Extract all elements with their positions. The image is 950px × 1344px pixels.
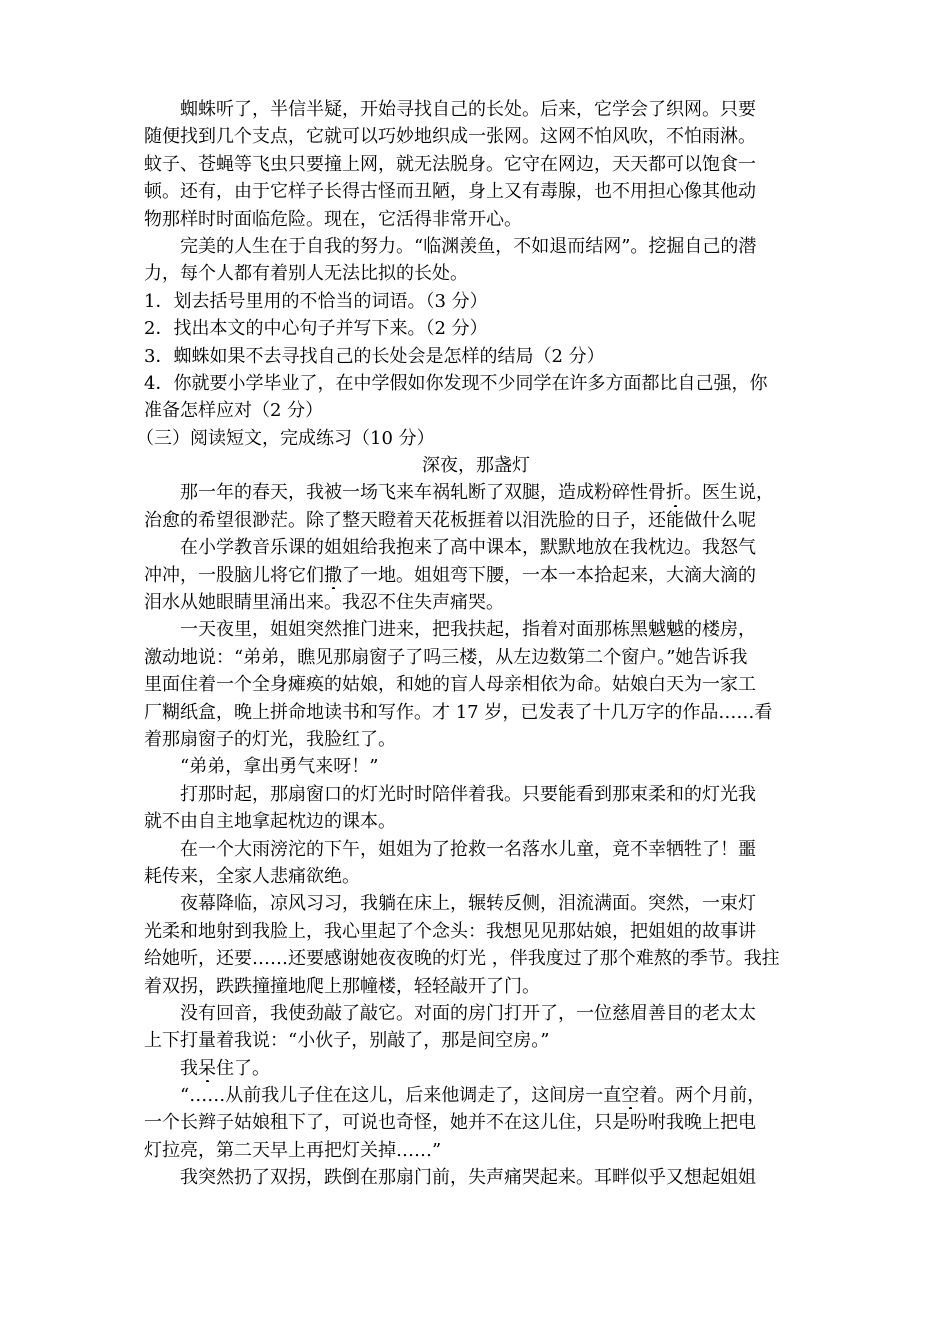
- text-line: 打那时起，那扇窗口的灯光时时陪伴着我。只要能看到那束柔和的灯光我: [180, 783, 756, 805]
- text-run: 那一年的春天，我被一场飞来车祸轧断了双腿，造成粉碎性骨: [180, 482, 666, 504]
- text-line: 泪水从她眼睛里涌出来。我忍不住失声痛哭。: [144, 592, 504, 614]
- text-line: 治愈的希望很渺茫。除了整天瞪着天花板捱着以泪洗脸的日子，还能做什么呢: [144, 509, 756, 531]
- text-line: 就不由自主地拿起枕边的课本。: [144, 811, 396, 833]
- text-line: 一天夜里，姐姐突然推门进来，把我扶起，指着对面那栋黑魆魆的楼房，: [180, 619, 756, 641]
- document-page: [136, 96, 808, 1192]
- text-line: 灯拉亮，第二天早上再把灯关掉……”: [144, 1139, 442, 1161]
- text-line: 顿。还有，由于它样子长得古怪而丑陋，身上又有毒腺，也不用担心像其他动: [144, 181, 756, 203]
- question-item: 4．你就要小学毕业了，在中学假如你发现不少同学在许多方面都比自己强，你: [144, 372, 768, 394]
- text-run: 了一地。姐姐弯下腰，一本一本拾起来，大滴大滴的: [342, 564, 756, 586]
- text-line: 物那样时时面临危险。现在，它活得非常开心。: [144, 208, 522, 230]
- text-line: [144, 562, 808, 589]
- text-line: 在一个大雨滂沱的下午，姐姐为了抢救一名落水儿童，竟不幸牺牲了！噩: [180, 838, 756, 860]
- question-item: 3．蜘蛛如果不去寻找自己的长处会是怎样的结局（2 分）: [144, 345, 605, 367]
- spider-passage: [144, 96, 808, 233]
- emphasis-char: 空: [621, 1082, 639, 1109]
- text-line: 在小学教音乐课的姐姐给我抱来了高中课本，默默地放在我枕边。我怒气: [180, 537, 756, 559]
- text-line: 给她听，还要……还要感谢她夜夜晚的灯光 ，伴我度过了那个难熬的季节。我拄: [144, 948, 780, 970]
- text-line: [144, 1055, 808, 1082]
- text-line: “弟弟，拿出勇气来呀！”: [180, 756, 379, 778]
- text-line: 我突然扔了双拐，跌倒在那扇门前，失声痛哭起来。耳畔似乎又想起姐姐: [180, 1167, 756, 1189]
- section-heading: （三）阅读短文，完成练习（10 分）: [136, 427, 435, 449]
- text-line: 着那扇窗子的灯光，我脸红了。: [144, 728, 396, 750]
- emphasis-char: 呆: [198, 1055, 216, 1082]
- text-line: 着双拐，跌跌撞撞地爬上那幢楼，轻轻敲开了门。: [144, 975, 540, 997]
- text-run: 。医生说，: [684, 482, 774, 504]
- moral-paragraph: [144, 233, 808, 288]
- text-line: 耗传来，全家人悲痛欲绝。: [144, 865, 360, 887]
- text-line: 蚊子、苍蝇等飞虫只要撞上网，就无法脱身。它守在网边，天天都可以饱食一: [144, 153, 756, 175]
- text-line: 一个长辫子姑娘租下了，可说也奇怪，她并不在这儿住，只是吩咐我晚上把电: [144, 1112, 756, 1134]
- text-line: 没有回音，我使劲敲了敲它。对面的房门打开了，一位慈眉善目的老太太: [180, 1002, 756, 1024]
- emphasis-char: 折: [666, 479, 684, 506]
- text-run: “……从前我儿子住在这儿，后来他调走了，这间房一直: [180, 1085, 622, 1107]
- question-item: 2．找出本文的中心句子并写下来。（2 分）: [144, 318, 488, 340]
- text-line: 激动地说：“弟弟，瞧见那扇窗子了吗三楼，从左边数第二个窗户。”她告诉我: [144, 646, 748, 668]
- text-line: 夜幕降临，凉风习习，我躺在床上，辗转反侧，泪流满面。突然，一束灯: [180, 893, 756, 915]
- text-line: [144, 1082, 808, 1109]
- question-item: 1．划去括号里用的不恰当的词语。（3 分）: [144, 290, 488, 312]
- text-run: 住了。: [216, 1057, 270, 1079]
- question-list: [144, 288, 808, 425]
- text-line: [144, 479, 808, 506]
- text-line: 厂糊纸盒，晚上拼命地读书和写作。才 17 岁，已发表了十几万字的作品……看: [144, 701, 773, 723]
- text-line: 随便找到几个支点，它就可以巧妙地织成一张网。这网不怕风吹，不怕雨淋。: [144, 126, 756, 148]
- text-line: 力，每个人都有着别人无法比拟的长处。: [144, 263, 468, 285]
- story-title: 深夜，那盏灯: [422, 455, 530, 477]
- text-run: 冲冲，一股脑儿将它们: [144, 564, 324, 586]
- text-run: 着。两个月前，: [639, 1085, 766, 1107]
- text-line: 光柔和地射到我脸上，我心里起了个念头：我想见见那姑娘，把姐姐的故事讲: [144, 920, 756, 942]
- text-line: 上下打量着我说：“小伙子，别敲了，那是间空房。”: [144, 1030, 550, 1052]
- text-line: 里面住着一个全身瘫痪的姑娘，和她的盲人母亲相依为命。姑娘白天为一家工: [144, 674, 756, 696]
- emphasis-char: 撒: [324, 562, 342, 589]
- story: [144, 479, 808, 1191]
- text-line: 蜘蛛听了，半信半疑，开始寻找自己的长处。后来，它学会了织网。只要: [180, 99, 756, 120]
- text-line: 完美的人生在于自我的努力。“临渊羡鱼，不如退而结网”。挖掘自己的潜: [180, 235, 757, 257]
- text-run: 我: [180, 1057, 198, 1079]
- question-item: 准备怎样应对（2 分）: [144, 400, 324, 422]
